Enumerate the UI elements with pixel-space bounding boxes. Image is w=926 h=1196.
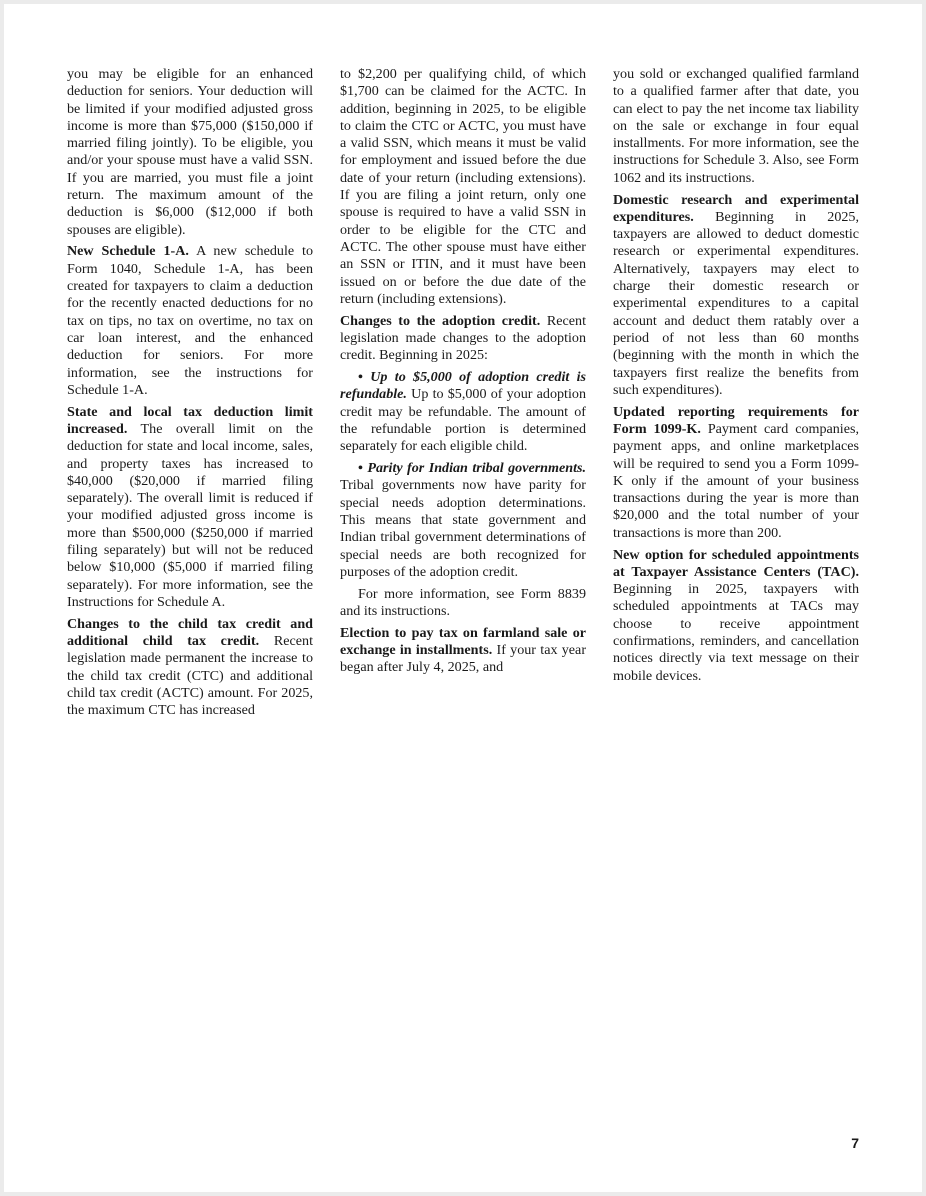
section-body: Beginning in 2025, taxpayers are allowed to deduct domestic research or experimental expenditures. Alternatively, taxpayers may elect to charge their domestic research or experimental expenditures to a capital account and deduct them ratably over a period of not less than 60 months (beginning with the month in which the taxpayers first realize the benefits from such expenditures). <box>613 208 859 398</box>
page-number: 7 <box>851 1135 859 1151</box>
farmland-continued-paragraph: you sold or exchanged qualified farmland to a qualified farmer after that date, you can elect to pay the net income tax liability on the sale or exchange in four equal installments. For more information, see the instructions for Schedule 3. Also, see Form 1062 and its instructions. <box>613 66 859 186</box>
bullet-body: Tribal governments now have parity for special needs adoption determinations. This means that state government and Indian tribal government determinations of special needs are both recognized for purposes of the adoption credit. <box>340 477 586 580</box>
bullet-heading: Up to $5,000 of adoption credit is refundable. <box>340 369 586 403</box>
section-heading: Domestic research and experimental expenditures. <box>613 191 859 225</box>
section-body: A new schedule to Form 1040, Schedule 1-A, has been created for taxpayers to claim a deduction for the recently enacted deductions for no tax on tips, no tax on overtime, no tax on car loan interest, and the enhanced deduction for seniors. For more information, see the instructions for Schedule 1-A. <box>67 243 314 398</box>
section-heading: New option for scheduled appointments at Taxpayer Assistance Centers (TAC). <box>613 546 859 580</box>
section-body: Beginning in 2025, taxpayers with scheduled appointments at TACs may choose to receive appointment confirmations, reminders, and cancellation notices directly via text message on their mobile devices. <box>613 581 859 684</box>
research-expenditures-section <box>613 192 859 400</box>
section-body: If your tax year began after July 4, 2025, and <box>340 642 587 676</box>
form-1099k-section <box>613 404 859 542</box>
section-heading: State and local tax deduction limit increased. <box>67 403 313 437</box>
bullet-heading: Parity for Indian tribal governments. <box>367 460 587 477</box>
schedule-1a-section <box>67 243 313 399</box>
section-heading: Updated reporting requirements for Form 1099-K. <box>613 403 859 437</box>
section-body: Payment card companies, payment apps, and online marketplaces will be required to send you a Form 1099-K only if the amount of your business transactions during the year is more than $20,000 and the total number of your transactions is more than 200. <box>613 420 859 541</box>
ctc-continued-paragraph: to $2,200 per qualifying child, of which $1,700 can be claimed for the ACTC. In addition, beginning in 2025, to be eligible to claim the CTC or ACTC, you must have a valid SSN, which means it must be valid for employment and issued before the due date of your return (including extensions). If you are filing a joint return, only one spouse is required to have a valid SSN in order to be eligible for the CTC and ACTC. The other spouse must have either an SSN or ITIN, and it must have been issued on or before the due date of the return (including extensions). <box>340 66 586 307</box>
document-page <box>4 4 922 1192</box>
farmland-installments-section <box>340 625 586 677</box>
section-body: Recent legislation made permanent the increase to the child tax credit (CTC) and additional child tax credit (ACTC) amount. For 2025, the maximum CTC has increased <box>67 633 313 719</box>
child-tax-credit-section <box>67 616 313 720</box>
salt-limit-section <box>67 404 313 612</box>
adoption-more-info: For more information, see Form 8839 and its instructions. <box>340 585 586 619</box>
bullet-tribal-parity <box>340 460 586 581</box>
section-heading: Election to pay tax on farmland sale or exchange in installments. <box>340 624 586 658</box>
column-3 <box>613 66 859 689</box>
section-body: Recent legislation made changes to the adoption credit. Beginning in 2025: <box>340 312 586 364</box>
bullet-refundable <box>340 369 586 455</box>
column-1 <box>67 66 313 724</box>
bullet-body: Up to $5,000 of your adoption credit may be refundable. The amount of the refundable portion is determined separately for each eligible child. <box>340 386 586 455</box>
bullet-icon: • <box>358 460 363 477</box>
section-heading: Changes to the adoption credit. <box>340 312 541 329</box>
section-body: The overall limit on the deduction for state and local income, sales, and property taxes has increased to $40,000 ($20,000 if married filing separately). The overall limit is reduced if your modified adjusted gross income is more than $500,000 ($250,000 if married filing separately) but will not be reduced below $10,000 ($5,000 if married filing separately). For more information, see the Instructions for Schedule A. <box>67 420 313 610</box>
seniors-deduction-paragraph: you may be eligible for an enhanced deduction for seniors. Your deduction will be limited if your modified adjusted gross income is more than $75,000 ($150,000 if married filing jointly). To be eligible, you and/or your spouse must have a valid SSN. If you are married, you must file a joint return. The maximum amount of the deduction is $6,000 ($12,000 if both spouses are eligible). <box>67 66 313 238</box>
column-2 <box>340 66 586 681</box>
bullet-icon: • <box>358 369 363 386</box>
adoption-credit-section <box>340 313 586 365</box>
section-heading: New Schedule 1-A. <box>67 243 189 260</box>
section-heading: Changes to the child tax credit and additional child tax credit. <box>67 615 313 649</box>
tac-appointments-section <box>613 547 859 685</box>
